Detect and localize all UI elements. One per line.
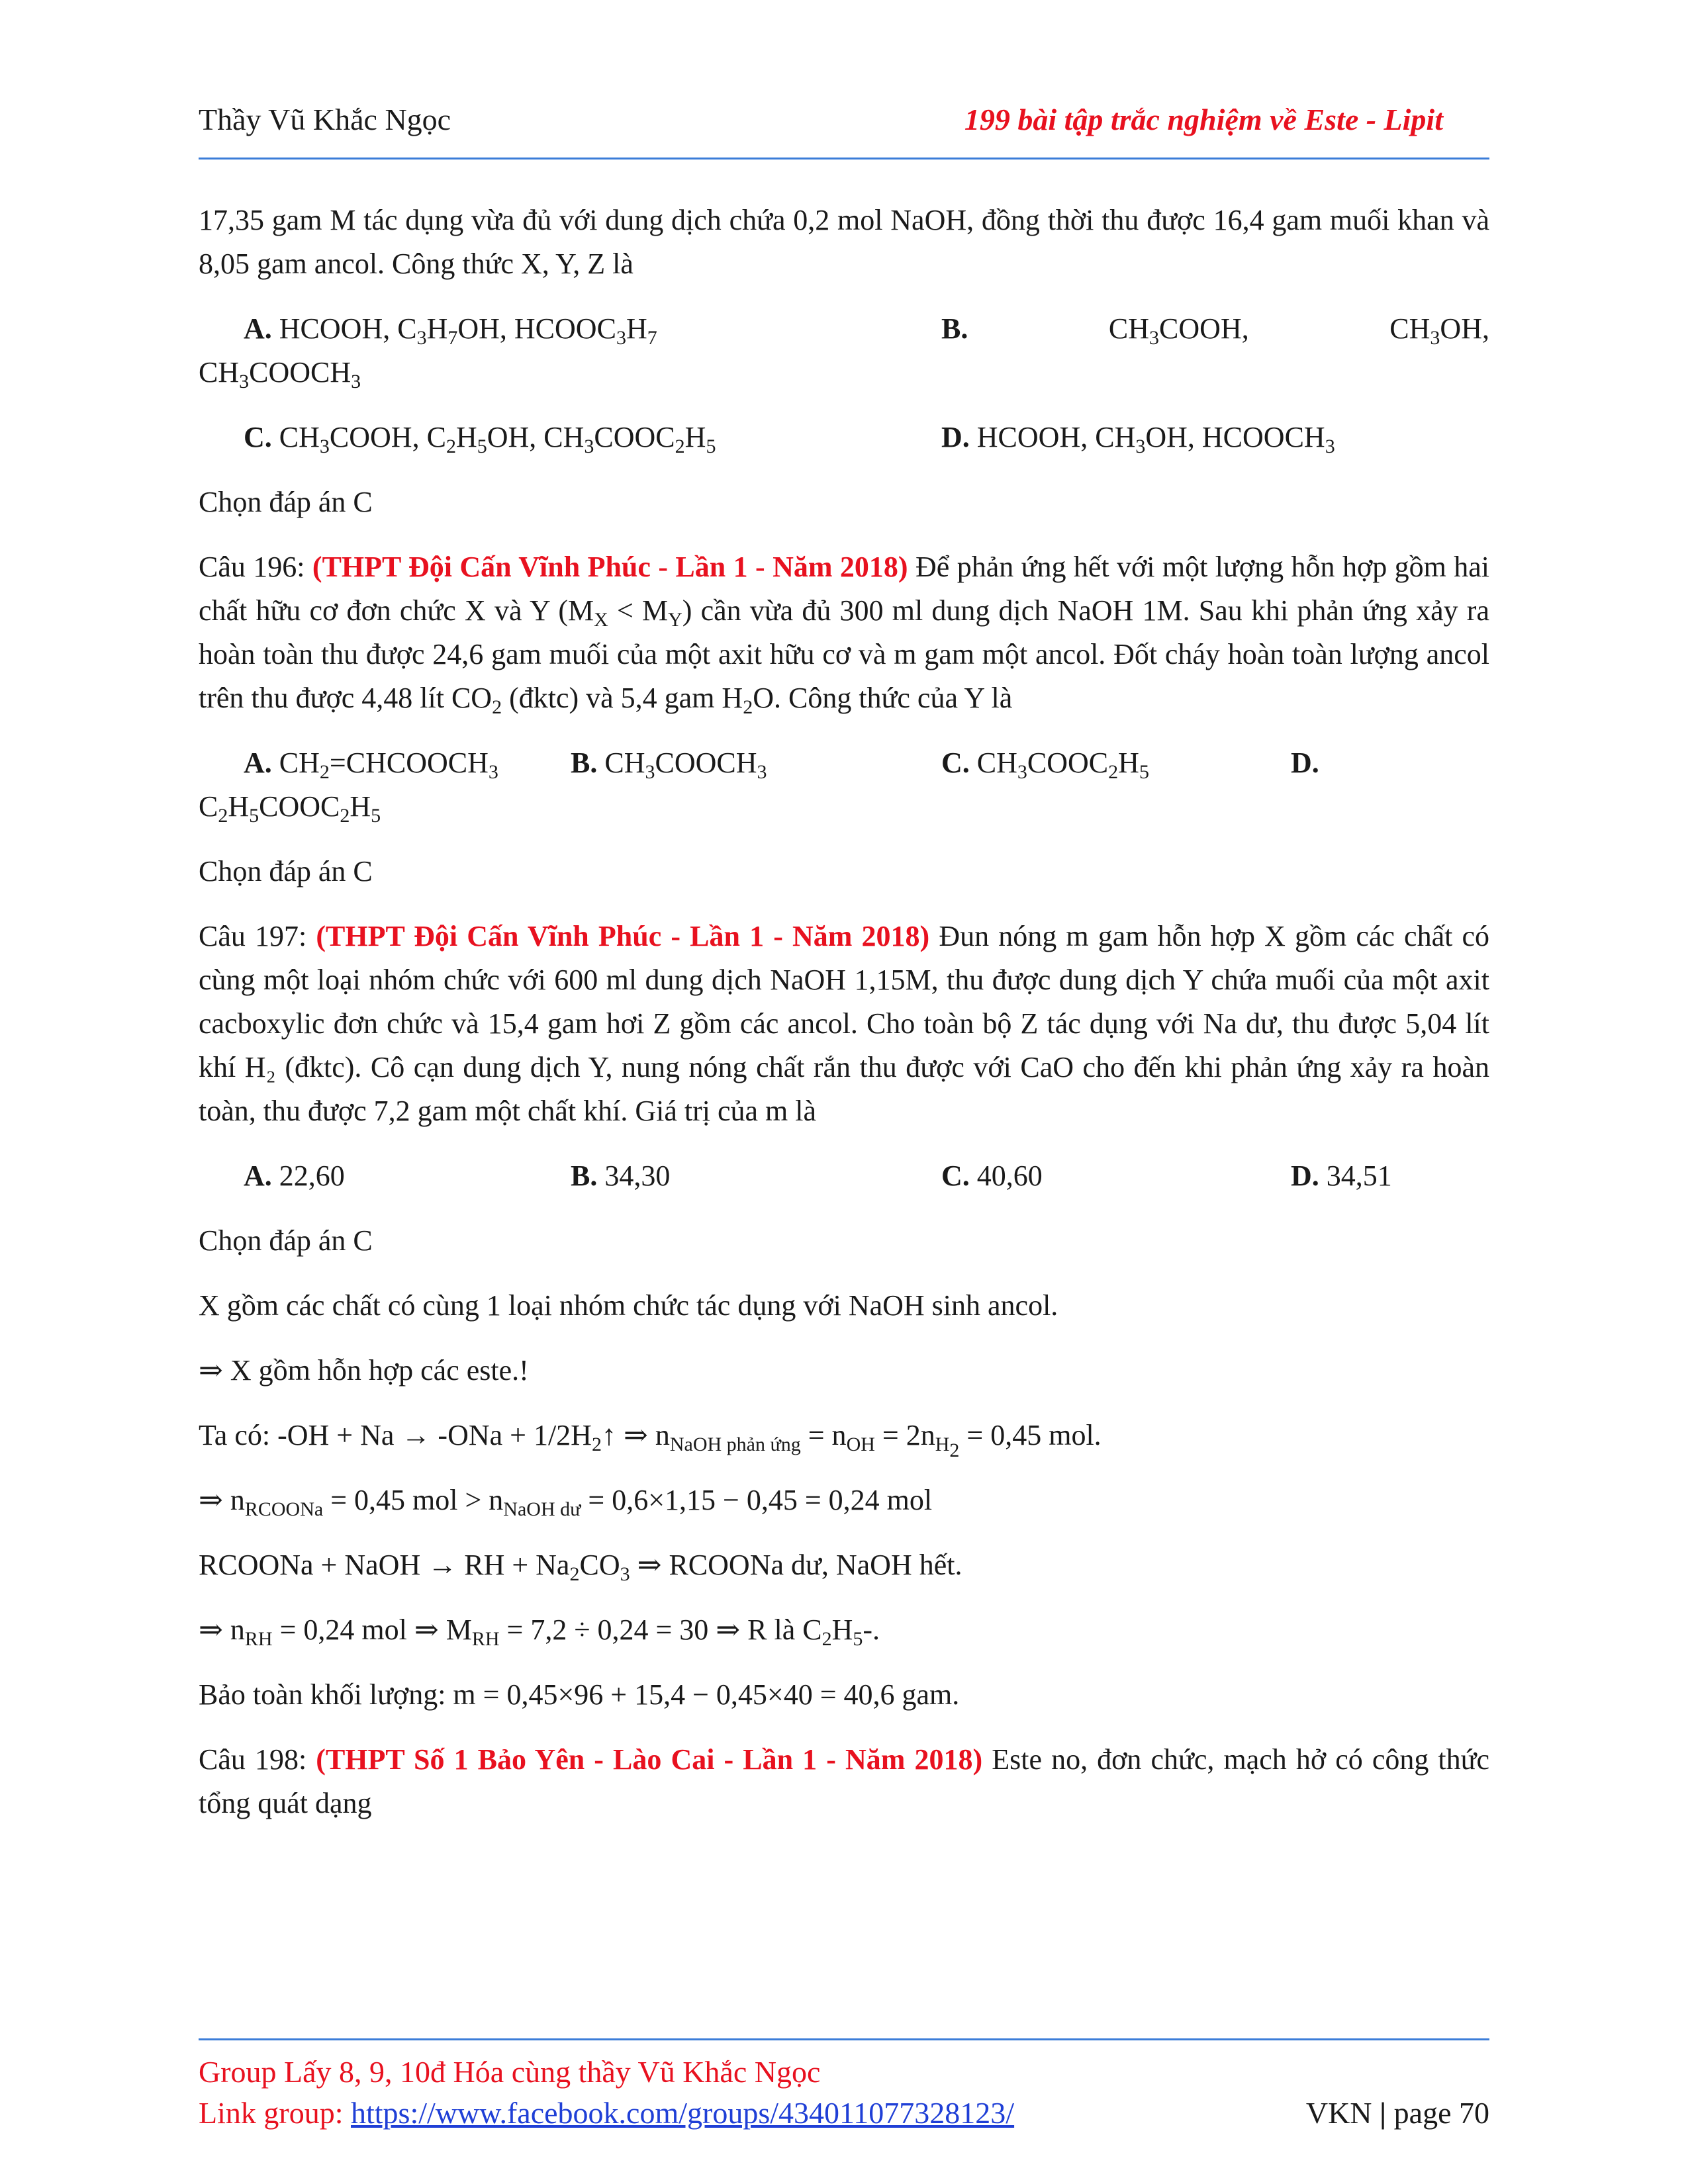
q198-text: Este no, đơn chức, mạch hở có công thức tổng quát dạng [199, 1743, 1490, 1819]
q197-solution-4: ⇒ $n_{RCOONa} = 0,45$ mol > $n_{NaOH dư} = 0,6\times 1,15 - 0,45 = 0,24$ mol [199, 1484, 933, 1520]
footer-group-link[interactable]: https://www.facebook.com/groups/434011077328123/ [350, 2096, 1015, 2130]
footer-group: Group Lấy 8, 9, 10đ Hóa cùng thầy Vũ Khắc Ngọc [199, 2055, 821, 2089]
footer-link-label: Link group: [199, 2096, 344, 2130]
q197-solution-1: X gồm các chất có cùng 1 loại nhóm chức tác dụng với NaOH sinh ancol. [199, 1289, 1058, 1322]
q198-label: Câu 198: [199, 1743, 307, 1776]
q196-label: Câu 196: [199, 551, 305, 583]
q197-solution-3: Ta có: $-OH + Na \to -ONa + 1/2H_2↑$ ⇒ $n_{NaOH phản ứng} = n_{OH} = 2n_{H_2} = 0,45$ mol. [199, 1419, 1102, 1461]
header-rule [199, 158, 1489, 159]
q197-answer: Chọn đáp án C [199, 1224, 373, 1257]
q198-source: THPT Số 1 Bảo Yên - Lào Cai - Lần 1 - Năm 2018) [325, 1743, 983, 1776]
q197-solution-6: ⇒ $n_{RH} = 0,24$ mol ⇒ $M_{RH} = 7,2 \div 0,24 = 30$ ⇒ R là $C_2H_5-$. [199, 1614, 880, 1650]
q196-answer: Chọn đáp án C [199, 855, 373, 887]
header-author: Thầy Vũ Khắc Ngọc [199, 103, 451, 136]
q195-options-row1 [199, 307, 1489, 351]
q197-solution-2: ⇒ X gồm hỗn hợp các este.! [199, 1354, 529, 1387]
q196-option-d: D. [1291, 747, 1319, 779]
footer [199, 2052, 1489, 2134]
q197-option-a: A. 22,60 [244, 1160, 345, 1192]
q195-options-row2 [199, 416, 1489, 459]
footer-rule [199, 2038, 1489, 2040]
q197-solution-7: Bảo toàn khối lượng: m = 0,45×96 + 15,4 − 0,45×40 = 40,6 gam. [199, 1678, 960, 1711]
q195-option-b-cont: $CH_3COOCH_3$ [199, 356, 361, 392]
q197-options [199, 1154, 1489, 1198]
q196-option-a: A. $CH_2=CHCOOCH_3$ [244, 747, 498, 783]
q195-answer: Chọn đáp án C [199, 486, 373, 518]
q195-option-a: A. HCOOH, $C_3H_7OH$, $HCOOC_3H_7$ [244, 312, 657, 349]
document-body [199, 199, 1489, 1846]
q196-options [199, 741, 1489, 785]
q197-text: Đun nóng m gam hỗn hợp X gồm các chất có cùng một loại nhóm chức với 600 ml dung dịch NaOH 1,15M, thu được dung dịch Y chứa muối của một axit cacboxylic đơn chức và 15,4 gam hơi Z gồm các ancol. Cho toàn bộ Z tác dụng với Na dư, thu được 5,04 lít khí H₂ (đktc). Cô cạn dung dịch Y, nung nóng chất rắn thu được với CaO cho đến khi phản ứng xảy ra hoàn toàn, thu được 7,2 gam một chất khí. Giá trị của m là [199, 920, 1489, 1127]
q196-source: (THPT Đội Cấn Vĩnh Phúc - Lần 1 - Năm 2018) [312, 551, 908, 583]
q197-option-b: B. 34,30 [571, 1160, 671, 1192]
q197-option-c: C. 40,60 [941, 1160, 1043, 1192]
q197-option-d: D. 34,51 [1291, 1160, 1392, 1192]
page-number: VKN | page 70 [1305, 2096, 1489, 2130]
q196-text: Câu 196: (THPT Đội Cấn Vĩnh Phúc - Lần 1 - Năm 2018) Để phản ứng hết với một lượng hỗn hợp gồm hai chất hữu cơ đơn chức X và Y $(M_X < M_Y)$ cần vừa đủ 300 ml dung dịch NaOH 1M. Sau khi phản ứng xảy ra hoàn toàn thu được 24,6 gam muối của một axit hữu cơ và m gam một ancol. Đốt cháy hoàn toàn lượng ancol trên thu được 4,48 lít $CO_2$ (đktc) và 5,4 gam $H_2O$. Công thức của Y là [199, 551, 1489, 718]
q196-option-c: C. $CH_3COOC_2H_5$ [941, 747, 1149, 783]
q197-solution-5: RCOONa + NaOH → RH + $Na_2CO_3$ ⇒ RCOONa dư, NaOH hết. [199, 1549, 962, 1585]
q195-option-d: D. HCOOH, $CH_3OH$, $HCOOCH_3$ [941, 421, 1335, 457]
q195-option-c: C. $CH_3COOH$, $C_2H_5OH$, $CH_3COOC_2H_5$ [244, 421, 716, 457]
q196-option-b: B. $CH_3COOCH_3$ [571, 747, 767, 783]
q197-label: Câu 197: [199, 920, 307, 952]
footer-link-line [199, 2093, 1489, 2134]
q196-option-d-cont: $C_2H_5COOC_2H_5$ [199, 790, 381, 827]
q197-question [199, 915, 1489, 1133]
q198-question: Câu 198: (THPT Số 1 Bảo Yên - Lào Cai - Lần 1 - Năm 2018) Este no, đơn chức, mạch hở có công thức tổng quát dạng [199, 1743, 1490, 1819]
q197-source: (THPT Đội Cấn Vĩnh Phúc - Lần 1 - Năm 2018) [316, 920, 930, 952]
q195-text: 17,35 gam M tác dụng vừa đủ với dung dịch chứa 0,2 mol NaOH, đồng thời thu được 16,4 gam muối khan và 8,05 gam ancol. Công thức X, Y, Z là [199, 204, 1489, 280]
q195-option-b: B. $CH_3COOH$, $CH_3OH$, [941, 312, 1489, 349]
header-title: 199 bài tập trắc nghiệm về Este - Lipit [964, 103, 1443, 136]
